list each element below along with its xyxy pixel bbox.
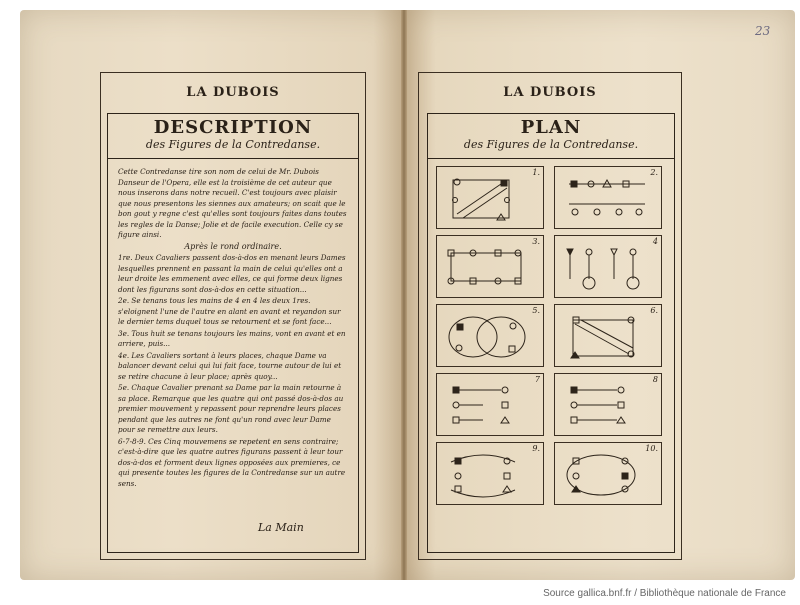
paragraph: Cette Contredanse tire son nom de celui de Mr. Dubois Danseur de l'Opera, elle est la troisième de cet auteur que nous inserons dans notre recueil. C'est toujours avec plaisir que nous presentons les siennes aux amateurs; on scait que le bon gout y regne c'est qu'elles sont toujours faites dans toutes les regles de la Danse; Jolie et de facile execution. Celle cy se figure ainsi. xyxy=(118,167,347,239)
figure-number: 7 xyxy=(534,375,540,384)
dance-diagram-icon xyxy=(561,243,653,293)
paragraph: 5e. Chaque Cavalier prenant sa Dame par la main retourne à sa place. Remarque que les quatre qui ont passé dos-à-dos au premier mouvement y repassent pour reprendre leurs places pendant que les autres ne font qu'un rond avec leur Dame pour se remettre aux leurs. xyxy=(118,383,344,434)
right-header: LA DUBOIS xyxy=(503,85,597,100)
signature: La Main xyxy=(258,521,304,534)
figure-cell-2 xyxy=(554,166,662,229)
paragraph: 2e. Se tenans tous les mains de 4 en 4 les deux 1res. s'eloignent l'une de l'autre en alant en avant et reyandon sur le dernier tems duquel tous se retournent et se font face... xyxy=(118,296,341,326)
figure-cell-4 xyxy=(554,235,662,298)
figure-number: 1. xyxy=(532,168,540,177)
description-title: DESCRIPTION xyxy=(153,117,313,138)
figure-number: 4 xyxy=(652,237,658,246)
dance-diagram-icon xyxy=(443,381,535,431)
dance-diagram-icon xyxy=(443,450,535,500)
plan-title-box xyxy=(428,114,674,159)
figure-number: 8 xyxy=(652,375,658,384)
dance-diagram-icon xyxy=(561,174,653,224)
folio-number: 23 xyxy=(755,24,771,38)
plan-title: PLAN xyxy=(520,117,582,138)
paragraph: 3e. Tous huit se tenans toujours les mains, vont en avant et en arriere, puis... xyxy=(118,328,346,348)
figure-cell-1 xyxy=(436,166,544,229)
dance-diagram-icon xyxy=(561,381,653,431)
figure-number: 10. xyxy=(645,444,658,453)
left-header: LA DUBOIS xyxy=(186,85,280,100)
figure-number: 3. xyxy=(532,237,540,246)
figure-cell-5 xyxy=(436,304,544,367)
plan-frame xyxy=(427,113,675,553)
description-title-box xyxy=(108,114,358,159)
figure-cell-8 xyxy=(554,373,662,436)
source-credit: Source gallica.bnf.fr / Bibliothèque nationale de France xyxy=(543,588,786,599)
book-gutter xyxy=(401,10,407,580)
figure-number: 5. xyxy=(532,306,540,315)
dance-diagram-icon xyxy=(561,450,653,500)
figure-cell-7 xyxy=(436,373,544,436)
figure-cell-9 xyxy=(436,442,544,505)
plan-subtitle: des Figures de la Contredanse. xyxy=(463,138,639,151)
dance-diagram-icon xyxy=(443,174,535,224)
description-plate xyxy=(100,72,366,560)
plan-plate xyxy=(418,72,682,560)
figure-cell-3 xyxy=(436,235,544,298)
paragraph: Après le rond ordinaire. xyxy=(184,241,282,251)
paragraph: 6-7-8-9. Ces Cinq mouvemens se repetent en sens contraire; c'est-à-dire que les quatre autres figurans passent à leur tour dos-à-dos et forment deux lignes opposées aux premieres, ce qui presente toutes les figures de la Contredanse sur un autre sens. xyxy=(118,436,346,488)
figure-number: 9. xyxy=(532,444,540,453)
dance-diagram-icon xyxy=(443,243,535,293)
figure-cell-10 xyxy=(554,442,662,505)
figure-number: 2. xyxy=(650,168,658,177)
dance-diagram-icon xyxy=(561,312,653,362)
description-subtitle: des Figures de la Contredanse. xyxy=(145,138,321,151)
description-text xyxy=(108,159,358,489)
description-frame xyxy=(107,113,359,553)
paragraph: 4e. Les Cavaliers sortant à leurs places, chaque Dame va balancer devant celui qui lui fait face, tourne autour de lui et se retire chacune à leur place; après quoy... xyxy=(118,350,342,381)
dance-diagram-icon xyxy=(443,312,535,362)
figure-cell-6 xyxy=(554,304,662,367)
figure-number: 6. xyxy=(650,306,658,315)
paragraph: 1re. Deux Cavaliers passent dos-à-dos en menant leurs Dames lesquelles prennent en passant la main de celui qu'elles ont a leur droite les emmenent avec elles, ce qui forme deux lignes dont les figurans sont dos-à-dos en cette situation... xyxy=(118,253,346,294)
